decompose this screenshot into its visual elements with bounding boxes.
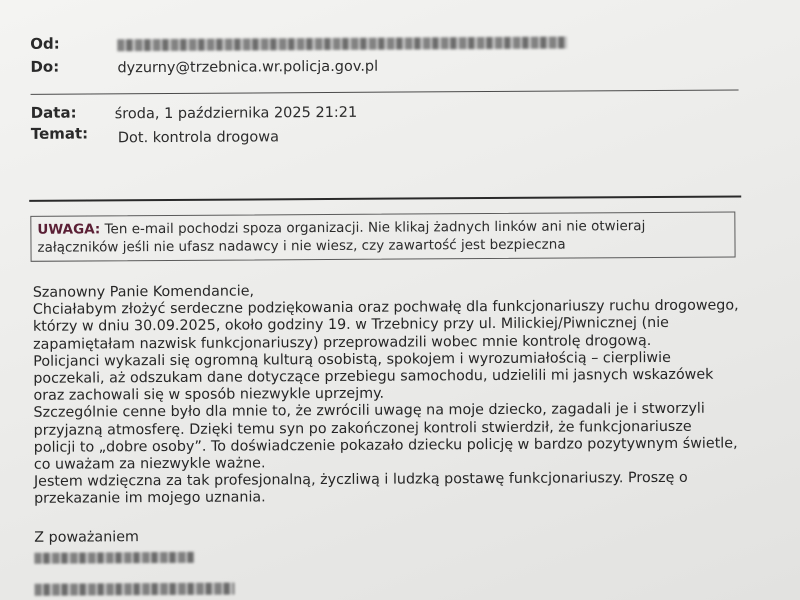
body-line: Szczególnie cenne było dla mnie to, że zwrócili uwagę na moje dziecko, zagadali je i stworzyli xyxy=(33,401,705,422)
body-line: zapamiętałam nazwisk funkcjonariuszy) przeprowadzili wobec mnie kontrolę drogową. xyxy=(33,332,652,353)
body-line: przekazanie im mojego uznania. xyxy=(34,489,266,508)
body-line: Policjanci wykazali się ogromną kulturą osobistą, spokojem i wyrozumiałością – cierpliwie xyxy=(33,349,671,370)
body-line: co uważam za niezwykle ważne. xyxy=(33,455,266,473)
body-line: Jestem wdzięczna za tak profesjonalną, życzliwą i ludzką postawę funkcjonariuszy. Proszę o xyxy=(33,470,688,491)
body-line: przyjazną atmosferę. Dzięki temu syn po zakończonej kontroli stwierdził, że funkcjonariusze xyxy=(33,418,692,439)
warning-text-1: Ten e-mail pochodzi spoza organizacji. Nie klikaj żadnych linków ani nie otwieraj xyxy=(100,218,646,238)
body-line: oraz zachowali się w sposób niezwykle uprzejmy. xyxy=(33,385,385,405)
body-line: poczekali, aż odszukam dane dotyczące przebiegu samochodu, udzielili mi jasnych wskazówek xyxy=(33,366,714,387)
signature-contact-redacted xyxy=(35,583,235,596)
body-line: Chciałabym złożyć serdeczne podziękowania oraz pochwałę dla funkcjonariuszy ruchu drogowego, xyxy=(32,297,739,319)
body-line: Szanowny Panie Komendancie, xyxy=(32,283,255,301)
from-value-redacted xyxy=(117,37,567,52)
warning-line-2: załączników jeśli nie ufasz nadawcy i nie wiesz, czy zawartość jest bezpieczna xyxy=(37,236,566,256)
date-label: Data: xyxy=(30,103,77,122)
warning-label: UWAGA: xyxy=(37,221,101,238)
header-divider xyxy=(31,89,739,94)
body-line: policji to „dobre osoby”. To doświadczenie pokazało dziecku policję w bardzo pozytywnym świetle, xyxy=(33,435,738,456)
date-value: środa, 1 października 2025 21:21 xyxy=(114,104,358,123)
to-label: Do: xyxy=(30,57,60,76)
email-body xyxy=(33,280,774,508)
signature-name-redacted xyxy=(34,552,194,564)
from-label: Od: xyxy=(30,34,60,53)
to-value: dyzurny@trzebnica.wr.policja.gov.pl xyxy=(117,58,379,77)
external-email-warning xyxy=(30,212,735,262)
subject-label: Temat: xyxy=(30,124,89,143)
subject-value: Dot. kontrola drogowa xyxy=(117,129,280,147)
closing-salutation: Z poważaniem xyxy=(34,529,139,546)
body-divider xyxy=(29,195,741,201)
body-line: którzy w dniu 30.09.2025, około godziny 19. w Trzebnicy przy ul. Milickiej/Piwnicznej (nie xyxy=(32,315,670,336)
